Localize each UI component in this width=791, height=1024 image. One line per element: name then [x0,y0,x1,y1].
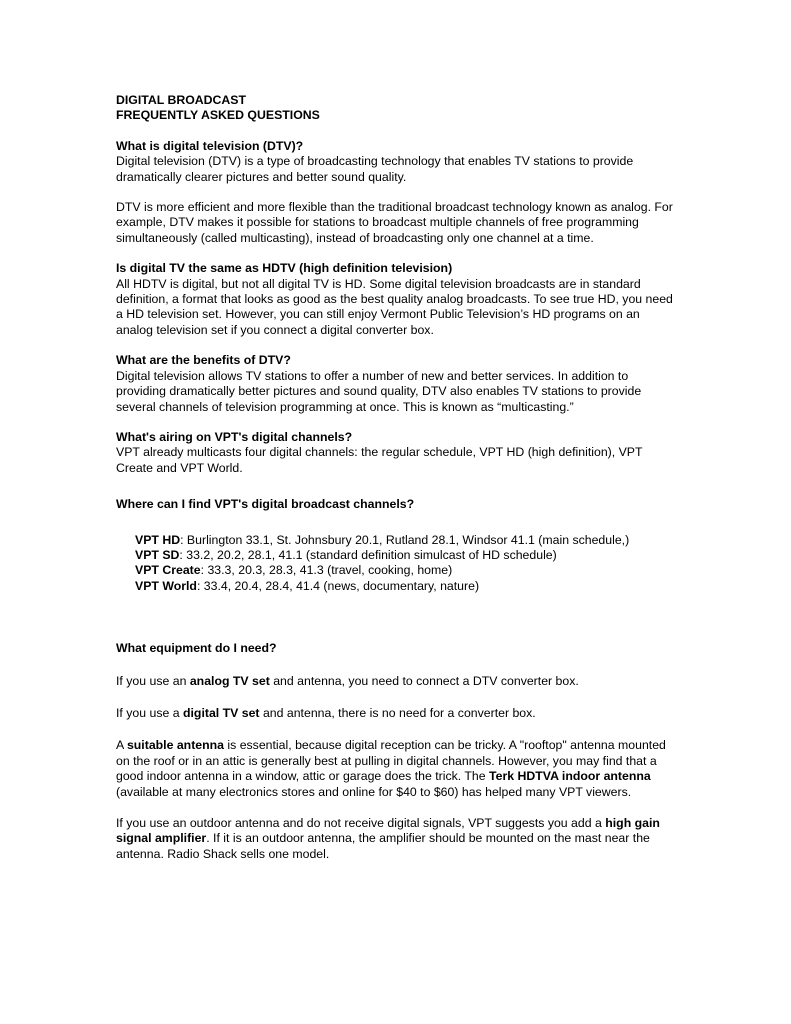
paragraph-dtv-efficiency [116,200,677,246]
text-run: Digital television (DTV) is a type of broadcasting technology that enables TV stations to provide dramatically clearer pictures and better sound quality. [116,154,634,184]
paragraph-benefits-answer [116,369,677,415]
text-run: is essential, because digital reception can be tricky. A "rooftop" antenna mounted on the roof or in an attic is generally best at pulling in digital channels. However, you may find that a good indoor antenna in a window, attic or garage does the trick. The [116,738,666,784]
channel-list-item-vpt-sd [116,548,677,563]
paragraph-analog-tv [116,674,677,689]
channel-list-item-vpt-hd [116,533,677,548]
text-run: . If it is an outdoor antenna, the amplifier should be mounted on the mast near the antenna. Radio Shack sells one model. [116,831,650,861]
text-run: If you use an [116,673,190,688]
bold-text-run: What's airing on VPT's digital channels? [116,429,353,444]
paragraph-same-as-hdtv-answer [116,277,677,339]
bold-text-run: VPT SD [135,547,180,562]
paragraph-suitable-antenna [116,738,677,800]
bold-text-run: Terk HDTVA indoor antenna [489,769,651,784]
text-run: VPT already multicasts four digital channels: the regular schedule, VPT HD (high definition), VPT Create and VPT World. [116,445,643,475]
text-run: All HDTV is digital, but not all digital TV is HD. Some digital television broadcasts are in standard definition, a format that looks as good as the best quality analog broadcasts. To see true HD, you need a HD television set. However, you can still enjoy Vermont Public Television’s HD programs on an analog television set if you connect a digital converter box. [116,276,673,337]
channel-list-item-vpt-world [116,579,677,594]
bold-text-run: VPT Create [135,563,201,578]
question-heading-equipment [116,641,677,656]
text-run: Digital television allows TV stations to offer a number of new and better services. In addition to providing dramatically better pictures and sound quality, DTV also enables TV stations to provide several channels of television programming at once. This is known as “multicasting.” [116,368,642,414]
doc-title-line-1 [116,93,677,108]
paragraph-what-is-dtv-answer [116,154,677,185]
paragraph-whats-airing-answer [116,445,677,476]
doc-title-line-2 [116,108,677,123]
bold-text-run: Where can I find VPT's digital broadcast channels? [116,497,415,512]
bold-text-run: Is digital TV the same as HDTV (high definition television) [116,261,453,276]
question-heading-same-as-hdtv [116,261,677,276]
question-heading-what-is-dtv [116,139,677,154]
text-run: : 33.4, 20.4, 28.4, 41.4 (news, documentary, nature) [196,578,480,593]
bold-text-run: What equipment do I need? [116,641,277,656]
bold-text-run: suitable antenna [126,738,224,753]
bold-text-run: VPT HD [135,532,181,547]
text-run: : 33.2, 20.2, 28.1, 41.1 (standard definition simulcast of HD schedule) [179,547,557,562]
bold-text-run: high gain signal amplifier [116,816,660,846]
text-run: A [116,738,127,753]
question-heading-whats-airing [116,430,677,445]
question-heading-where-find-channels [116,497,677,512]
bold-text-run: FREQUENTLY ASKED QUESTIONS [116,108,320,123]
text-run: (available at many electronics stores and online for $40 to $60) has helped many VPT viewers. [116,784,632,799]
bold-text-run: analog TV set [189,673,270,688]
text-run: and antenna, there is no need for a converter box. [259,705,536,720]
text-run: If you use a [116,705,183,720]
bold-text-run: VPT World [135,578,197,593]
text-run: : 33.3, 20.3, 28.3, 41.3 (travel, cooking, home) [200,563,453,578]
paragraph-outdoor-antenna [116,816,677,862]
channel-list-item-vpt-create [116,563,677,578]
text-run: If you use an outdoor antenna and do not receive digital signals, VPT suggests you add a [116,816,606,830]
text-run: and antenna, you need to connect a DTV converter box. [269,673,579,688]
bold-text-run: What is digital television (DTV)? [116,138,304,153]
bold-text-run: What are the benefits of DTV? [116,353,291,368]
document-content [116,93,677,862]
question-heading-benefits [116,353,677,368]
bold-text-run: digital TV set [183,705,260,720]
paragraph-digital-tv [116,706,677,721]
text-run: : Burlington 33.1, St. Johnsbury 20.1, Rutland 28.1, Windsor 41.1 (main schedule,) [180,532,630,547]
bold-text-run: DIGITAL BROADCAST [116,93,247,107]
text-run: DTV is more efficient and more flexible than the traditional broadcast technology known as analog. For example, DTV makes it possible for stations to broadcast multiple channels of free programming simultaneously (called multicasting), instead of broadcasting only one channel at a time. [116,200,673,245]
